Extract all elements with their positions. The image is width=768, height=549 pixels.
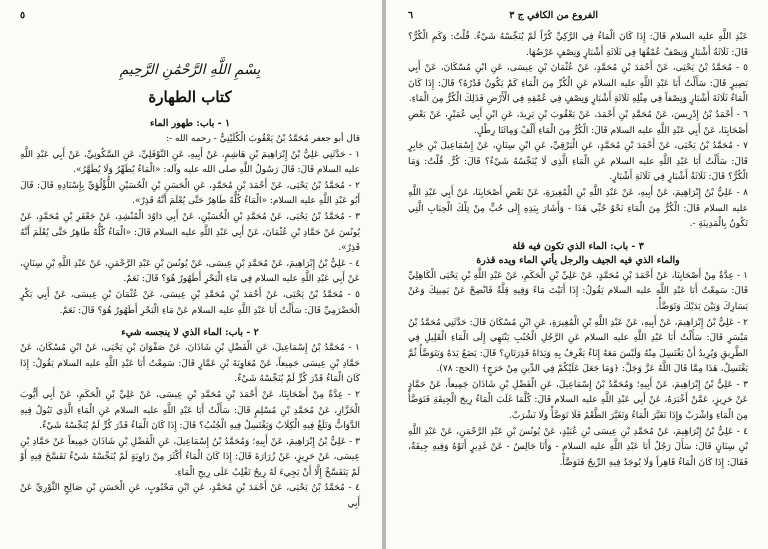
book-title: كتاب الطهارة xyxy=(148,88,232,106)
right-page xyxy=(386,0,768,549)
paragraph: ٢ - عِدَّةٌ مِنْ أَصْحَابِنَا، عَنْ أَحْمَدَ بْنِ مُحَمَّدِ بْنِ عِيسَى، عَنْ عَلِيِّ بْنِ الْحَكَمِ، عَنْ أَبِي أَيُّوبَ الْخَزَّازِ، عَنْ مُحَمَّدِ بْنِ مُسْلِمٍ قَالَ: سَأَلْتُ أَبَا عَبْدِ اللَّهِ عليه السلام عَنِ الْمَاءِ الَّذِي تَبُولُ فِيهِ الدَّوَابُّ وَتَلَغُ فِيهِ الْكِلَابُ وَيَغْتَسِلُ فِيهِ الْجُنُبُ؟ قَالَ: إِذَا كَانَ الْمَاءُ قَدْرَ كُرٍّ لَمْ يُنَجِّسْهُ شَيْءٌ. xyxy=(20,389,360,432)
page-number: ٥ xyxy=(20,10,26,21)
page-header xyxy=(20,10,360,24)
paragraph: ٣ - مُحَمَّدُ بْنُ يَحْيَى، عَنْ مُحَمَّدِ بْنِ الْحُسَيْنِ، عَنْ أَبِي دَاوُدَ الْمُنْشِدِ، عَنْ جَعْفَرِ بْنِ مُحَمَّدٍ، عَنْ يُونُسَ عَنْ حَمَّادِ بْنِ عُثْمَانَ، عَنْ أَبِي عَبْدِ اللَّهِ عليه السلام قَالَ: «الْمَاءُ كُلُّهُ طَاهِرٌ حَتَّى يُعْلَمَ أَنَّهُ قَذِرٌ». xyxy=(20,211,360,254)
paragraph: ٢ - مُحَمَّدُ بْنُ يَحْيَى، عَنْ أَحْمَدَ بْنِ مُحَمَّدٍ، عَنِ الْحَسَنِ بْنِ الْحُسَيْنِ اللُّؤْلُؤِيِّ بِإِسْنَادِهِ قَالَ: قَالَ أَبُو عَبْدِ اللَّهِ عليه السلام: «الْمَاءُ كُلُّهُ طَاهِرٌ حَتَّى يُعْلَمَ أَنَّهُ قَذِرٌ». xyxy=(20,180,360,207)
chapter-heading: ٢ - باب: الماء الذي لا ينجسه شيء xyxy=(121,327,259,339)
paragraph: ٢ - عَلِيُّ بْنُ إِبْرَاهِيمَ، عَنْ أَبِيهِ، عَنْ عَبْدِ اللَّهِ بْنِ الْمُغِيرَةِ، عَنِ ابْنِ مُسْكَانَ قَالَ: حَدَّثَنِي مُحَمَّدُ بْنُ مَيْسَرٍ قَالَ: سَأَلْتُ أَبَا عَبْدِ اللَّهِ عليه السلام عَنِ الرَّجُلِ الْجُنُبِ يَنْتَهِي إِلَى الْمَاءِ الْقَلِيلِ فِي الطَّرِيقِ وَيُرِيدُ أَنْ يَغْتَسِلَ مِنْهُ وَلَيْسَ مَعَهُ إِنَاءٌ يَغْرِفُ بِهِ وَيَدَاهُ قَذِرَتَانِ؟ قَالَ: يَضَعُ يَدَهُ وَيَتَوَضَّأُ ثُمَّ يَغْتَسِلُ، هَذَا مِمَّا قَالَ اللَّهُ عَزَّ وَجَلَّ: ﴿وَمَا جَعَلَ عَلَيْكُمْ فِي الدِّينِ مِنْ حَرَجٍ﴾ (الحج: ٧٨). xyxy=(408,317,748,375)
paragraph: ١ - عِدَّةٌ مِنْ أَصْحَابِنَا، عَنْ أَحْمَدَ بْنِ مُحَمَّدٍ، عَنْ عَلِيِّ بْنِ الْحَكَمِ، عَنْ عَبْدِ اللَّهِ بْنِ يَحْيَى الْكَاهِلِيِّ قَالَ: سَمِعْتُ أَبَا عَبْدِ اللَّهِ عليه السلام يَقُولُ: إِذَا أَتَيْتَ مَاءً وَفِيهِ قِلَّةٌ فَانْضِحْ عَنْ يَمِينِكَ وَعَنْ يَسَارِكَ وَبَيْنَ يَدَيْكَ وَتَوَضَّأْ. xyxy=(408,270,748,312)
page-number: ٦ xyxy=(408,10,414,21)
left-page xyxy=(0,0,382,549)
page-header xyxy=(408,10,748,24)
paragraph: ٤ - مُحَمَّدُ بْنُ يَحْيَى، عَنْ أَحْمَدَ بْنِ مُحَمَّدٍ، عَنِ ابْنِ مَحْبُوبٍ، عَنِ الْحَسَنِ بْنِ صَالِحٍ الثَّوْرِيِّ عَنْ أَبِي xyxy=(20,483,361,510)
paragraph: ٤ - عَلِيُّ بْنُ إِبْرَاهِيمَ، عَنْ مُحَمَّدِ بْنِ عِيسَى، عَنْ يُونُسَ بْنِ عَبْدِ الرَّحْمَنِ، عَنْ عَبْدِ اللَّهِ بْنِ سِنَانٍ، عَنْ أَبِي عَبْدِ اللَّهِ عليه السلام فِي مَاءِ الْبَحْرِ أَطَهُورٌ هُوَ؟ قَالَ: نَعَمْ. xyxy=(20,258,360,285)
paragraph: ٣ - عَلِيُّ بْنُ إِبْرَاهِيمَ، عَنْ أَبِيهِ؛ وَمُحَمَّدُ بْنُ إِسْمَاعِيلَ، عَنِ الْفَضْلِ بْنِ شَاذَانَ جَمِيعاً، عَنْ حَمَّادٍ عَنْ حَرِيزٍ، عَمَّنْ أَخْبَرَهُ، عَنْ أَبِي عَبْدِ اللَّهِ عليه السلام قَالَ: كُلَّمَا غَلَبَ الْمَاءُ رِيحَ الْجِيفَةِ فَتَوَضَّأْ مِنَ الْمَاءِ وَاشْرَبْ وَإِذَا تَغَيَّرَ الْمَاءُ وَتَغَيَّرَ الطَّعْمُ فَلَا تَوَضَّأْ وَلَا تَشْرَبْ. xyxy=(408,379,748,422)
paragraph: قال أبو جعفر مُحَمَّدُ بْنُ يَعْقُوبَ الْكُلَيْنِيُّ - رحمه الله -: xyxy=(166,134,360,144)
paragraph: ١ - حَدَّثَنِي عَلِيُّ بْنُ إِبْرَاهِيمَ بْنِ هَاشِمٍ، عَنْ أَبِيهِ، عَنِ النَّوْفَلِيِّ، عَنِ السَّكُونِيِّ، عَنْ أَبِي عَبْدِ اللَّهِ عليه السلام قَالَ: قَالَ رَسُولُ اللَّهِ صلى الله عليه وآله: «الْمَاءُ يُطَهِّرُ وَلَا يُطَهَّرُ». xyxy=(20,149,360,176)
basmala: بِسْمِ اللَّهِ الرَّحْمَٰنِ الرَّحِيمِ xyxy=(119,62,261,78)
paragraph: ٥ - مُحَمَّدُ بْنُ يَحْيَى، عَنْ أَحْمَدَ بْنِ مُحَمَّدِ بْنِ عِيسَى، عَنْ عُثْمَانَ بْنِ عِيسَى، عَنْ أَبِي بَكْرٍ الْحَضْرَمِيِّ قَالَ: سَأَلْتُ أَبَا عَبْدِ اللَّهِ عليه السلام عَنْ مَاءِ الْبَحْرِ أَطَهُورٌ هُوَ؟ قَالَ: نَعَمْ. xyxy=(20,289,360,316)
chapter-heading: ١ - باب: طهور الماء xyxy=(149,118,231,129)
paragraph: ٤ - عَلِيُّ بْنُ إِبْرَاهِيمَ، عَنْ مُحَمَّدِ بْنِ عِيسَى بْنِ عُبَيْدٍ، عَنْ يُونُسَ بْنِ عَبْدِ الرَّحْمَنِ، عَنْ عَبْدِ اللَّهِ بْنِ سِنَانٍ قَالَ: سَأَلَ رَجُلٌ أَبَا عَبْدِ اللَّهِ عليه السلام - وَأَنَا جَالِسٌ - عَنْ غَدِيرٍ أَتَوْهُ وَفِيهِ جِيفَةٌ، فَقَالَ: إِذَا كَانَ الْمَاءُ قَاهِراً وَلَا يُوجَدُ فِيهِ الرِّيحُ فَتَوَضَّأْ. xyxy=(408,426,748,468)
paragraph: ٨ - عَلِيُّ بْنُ إِبْرَاهِيمَ، عَنْ أَبِيهِ، عَنْ عَبْدِ اللَّهِ بْنِ الْمُغِيرَةِ، عَنْ بَعْضِ أَصْحَابِنَا، عَنْ أَبِي عَبْدِ اللَّهِ عليه السلام قَالَ: الْكُرُّ مِنَ الْمَاءِ نَحْوُ حُبِّي هَذَا - وَأَشَارَ بِيَدِهِ إِلَى حُبٍّ مِنْ تِلْكَ الْحِبَابِ الَّتِي تَكُونُ بِالْمَدِينَةِ -. xyxy=(408,187,748,230)
running-title: الفروع من الكافي ج ٣ xyxy=(509,10,598,21)
paragraph: ٣ - عَلِيُّ بْنُ إِبْرَاهِيمَ، عَنْ أَبِيهِ؛ وَمُحَمَّدُ بْنُ إِسْمَاعِيلَ، عَنِ الْفَضْلِ بْنِ شَاذَانَ جَمِيعاً عَنْ حَمَّادِ بْنِ عِيسَى، عَنْ حَرِيزٍ، عَنْ زُرَارَةَ قَالَ: إِذَا كَانَ الْمَاءُ أَكْثَرَ مِنْ رَاوِيَةٍ لَمْ يُنَجِّسْهُ شَيْءٌ تَفَسَّخَ فِيهِ أَوْ لَمْ يَتَفَسَّخْ إِلَّا أَنْ يَجِيءَ لَهُ رِيحٌ تَغْلِبُ عَلَى رِيحِ الْمَاءِ. xyxy=(20,436,360,478)
paragraph: ٦ - أَحْمَدُ بْنُ إِدْرِيسَ، عَنْ مُحَمَّدِ بْنِ أَحْمَدَ، عَنْ يَعْقُوبَ بْنِ يَزِيدَ، عَنِ ابْنِ أَبِي عُمَيْرٍ، عَنْ بَعْضِ أَصْحَابِنَا، عَنْ أَبِي عَبْدِ اللَّهِ عليه السلام قَالَ: الْكُرُّ مِنَ الْمَاءِ أَلْفٌ وَمِائَتَا رِطْلٍ. xyxy=(408,109,748,136)
paragraph: ٥ - مُحَمَّدُ بْنُ يَحْيَى، عَنْ أَحْمَدَ بْنِ مُحَمَّدٍ، عَنْ عُثْمَانَ بْنِ عِيسَى، عَنِ ابْنِ مُسْكَانَ، عَنْ أَبِي بَصِيرٍ قَالَ: سَأَلْتُ أَبَا عَبْدِ اللَّهِ عليه السلام عَنِ الْكُرِّ مِنَ الْمَاءِ كَمْ يَكُونُ قَدْرُهُ؟ قَالَ: إِذَا كَانَ الْمَاءُ ثَلَاثَةَ أَشْبَارٍ وَنِصْفاً فِي مِثْلِهِ ثَلَاثَةِ أَشْبَارٍ وَنِصْفٍ فِي عُمْقِهِ فِي الْأَرْضِ فَذَلِكَ الْكُرُّ مِنَ الْمَاءِ. xyxy=(408,63,748,105)
paragraph: عَبْدِ اللَّهِ عليه السلام قَالَ: إِذَا كَانَ الْمَاءُ فِي الرَّكِيِّ كُرّاً لَمْ يُنَجِّسْهُ شَيْءٌ. قُلْتُ: وَكَمِ الْكُرُّ؟ قَالَ: ثَلَاثَةُ أَشْبَارٍ وَنِصْفٌ عُمْقُهَا فِي ثَلَاثَةِ أَشْبَارٍ وَنِصْفٍ عَرْضُهَا. xyxy=(408,32,748,58)
chapter-subheading: والماء الذي فيه الجيف والرجل يأتي الماء ويده قذرة xyxy=(476,254,680,266)
paragraph: ١ - مُحَمَّدُ بْنُ إِسْمَاعِيلَ، عَنِ الْفَضْلِ بْنِ شَاذَانَ، عَنْ صَفْوَانَ بْنِ يَحْيَى، عَنْ ابْنِ مُسْكَانَ، عَنْ حَمَّادِ بْنِ عِيسَى جَمِيعاً، عَنْ مُعَاوِيَةَ بْنِ عَمَّارٍ قَالَ: سَمِعْتُ أَبَا عَبْدِ اللَّهِ عليه السلام يَقُولُ: إِذَا كَانَ الْمَاءُ قَدْرَ كُرٍّ لَمْ يُنَجِّسْهُ شَيْءٌ. xyxy=(20,343,360,385)
chapter-heading: ٣ - باب: الماء الذي تكون فيه قلة xyxy=(512,240,644,252)
paragraph: ٧ - مُحَمَّدُ بْنُ يَحْيَى، عَنْ أَحْمَدَ بْنِ مُحَمَّدٍ، عَنِ الْبَرْقِيِّ، عَنِ ابْنِ سِنَانٍ، عَنْ إِسْمَاعِيلَ بْنِ جَابِرٍ قَالَ: سَأَلْتُ أَبَا عَبْدِ اللَّهِ عليه السلام عَنِ الْمَاءِ الَّذِي لَا يُنَجِّسُهُ شَيْءٌ؟ قَالَ: كُرٌّ. قُلْتُ: وَمَا الْكُرُّ؟ قَالَ: ثَلَاثَةُ أَشْبَارٍ فِي ثَلَاثَةِ أَشْبَارٍ. xyxy=(408,141,748,183)
